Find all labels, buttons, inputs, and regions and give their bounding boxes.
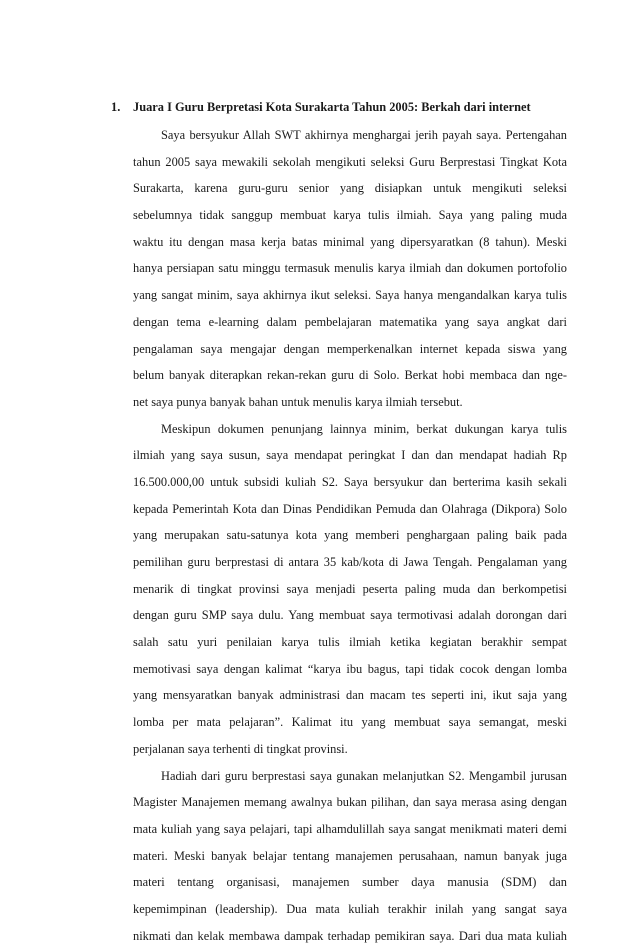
text-line: memotivasi saya dengan kalimat “karya ibu bagus, tapi tidak cocok dengan lomba <box>133 661 567 676</box>
text-line: materi tentang organisasi, manajemen sumber daya manusia (SDM) dan <box>133 875 567 890</box>
text-line: dengan tema e-learning dalam pembelajaran matematika yang saya angkat dari <box>133 314 567 329</box>
text-line: 16.500.000,00 untuk subsidi kuliah S2. Saya bersyukur dan berterima kasih sekali <box>133 474 567 489</box>
text-line: waktu itu dengan masa kerja batas minimal yang dipersyaratkan (8 tahun). Meski <box>133 234 567 249</box>
text-line: perjalanan saya terhenti di tingkat provinsi. <box>133 741 348 756</box>
heading-title: Juara I Guru Berpretasi Kota Surakarta Tahun 2005: Berkah dari internet <box>133 100 531 114</box>
text-line: nikmati dan kelak membawa dampak terhadap pemikiran saya. Dari dua mata kuliah <box>133 928 567 943</box>
text-line: Magister Manajemen memang awalnya bukan pilihan, dan saya merasa asing dengan <box>133 795 567 810</box>
text-line: tahun 2005 saya mewakili sekolah mengikuti seleksi Guru Berprestasi Tingkat Kota <box>133 154 567 169</box>
text-line: kepada Pemerintah Kota dan Dinas Pendidikan Pemuda dan Olahraga (Dikpora) Solo <box>133 501 567 516</box>
text-line: yang mensyaratkan banyak administrasi dan macam tes seperti ini, ikut saja yang <box>133 688 567 703</box>
text-line: pemilihan guru berprestasi di antara 35 kab/kota di Jawa Tengah. Pengalaman yang <box>133 555 567 569</box>
text-line: yang merupakan satu-satunya kota yang memberi penghargaan paling baik pada <box>133 528 567 543</box>
text-line: materi. Meski banyak belajar tentang manajemen perusahaan, namun banyak juga <box>133 848 567 863</box>
text-line: hanya persiapan satu minggu termasuk menulis karya ilmiah dan dokumen portofolio <box>133 261 567 276</box>
text-line: Meskipun dokumen penunjang lainnya minim, berkat dukungan karya tulis <box>161 421 567 436</box>
heading-number: 1. <box>111 100 121 114</box>
section-heading <box>111 97 531 117</box>
text-line: net saya punya banyak bahan untuk menulis karya ilmiah tersebut. <box>133 394 463 409</box>
text-line: dengan guru SMP saya dulu. Yang membuat saya termotivasi adalah dorongan dari <box>133 608 567 623</box>
body-text <box>133 122 567 949</box>
text-line: mata kuliah yang saya pelajari, tapi alhamdulillah saya sangat menikmati materi demi <box>133 821 567 836</box>
text-line: Hadiah dari guru berprestasi saya gunakan melanjutkan S2. Mengambil jurusan <box>161 768 567 783</box>
text-line: kepemimpinan (leadership). Dua mata kuliah terakhir inilah yang sangat saya <box>133 901 567 916</box>
text-line: ilmiah yang saya susun, saya mendapat peringkat I dan dan mendapat hadiah Rp <box>133 448 567 463</box>
text-line: salah satu yuri penilaian karya tulis ilmiah ketika kegiatan berakhir sempat <box>133 635 567 650</box>
text-line: Saya bersyukur Allah SWT akhirnya menghargai jerih payah saya. Pertengahan <box>161 128 567 142</box>
text-line: sebelumnya tidak sanggup membuat karya tulis ilmiah. Saya yang paling muda <box>133 208 567 223</box>
text-line: menarik di tingkat provinsi saya menjadi peserta paling muda dan berkompetisi <box>133 581 567 596</box>
text-line: yang sangat minim, saya akhirnya ikut seleksi. Saya hanya mengandalkan karya tulis <box>133 288 567 303</box>
text-line: belum banyak diterapkan rekan-rekan guru di Solo. Berkat hobi membaca dan nge- <box>133 368 567 383</box>
text-line: lomba per mata pelajaran”. Kalimat itu yang membuat saya semangat, meski <box>133 715 567 730</box>
text-line: Surakarta, karena guru-guru senior yang disiapkan untuk mengikuti seleksi <box>133 181 567 196</box>
text-line: pengalaman saya mengajar dengan memperkenalkan internet kepada siswa yang <box>133 341 567 356</box>
